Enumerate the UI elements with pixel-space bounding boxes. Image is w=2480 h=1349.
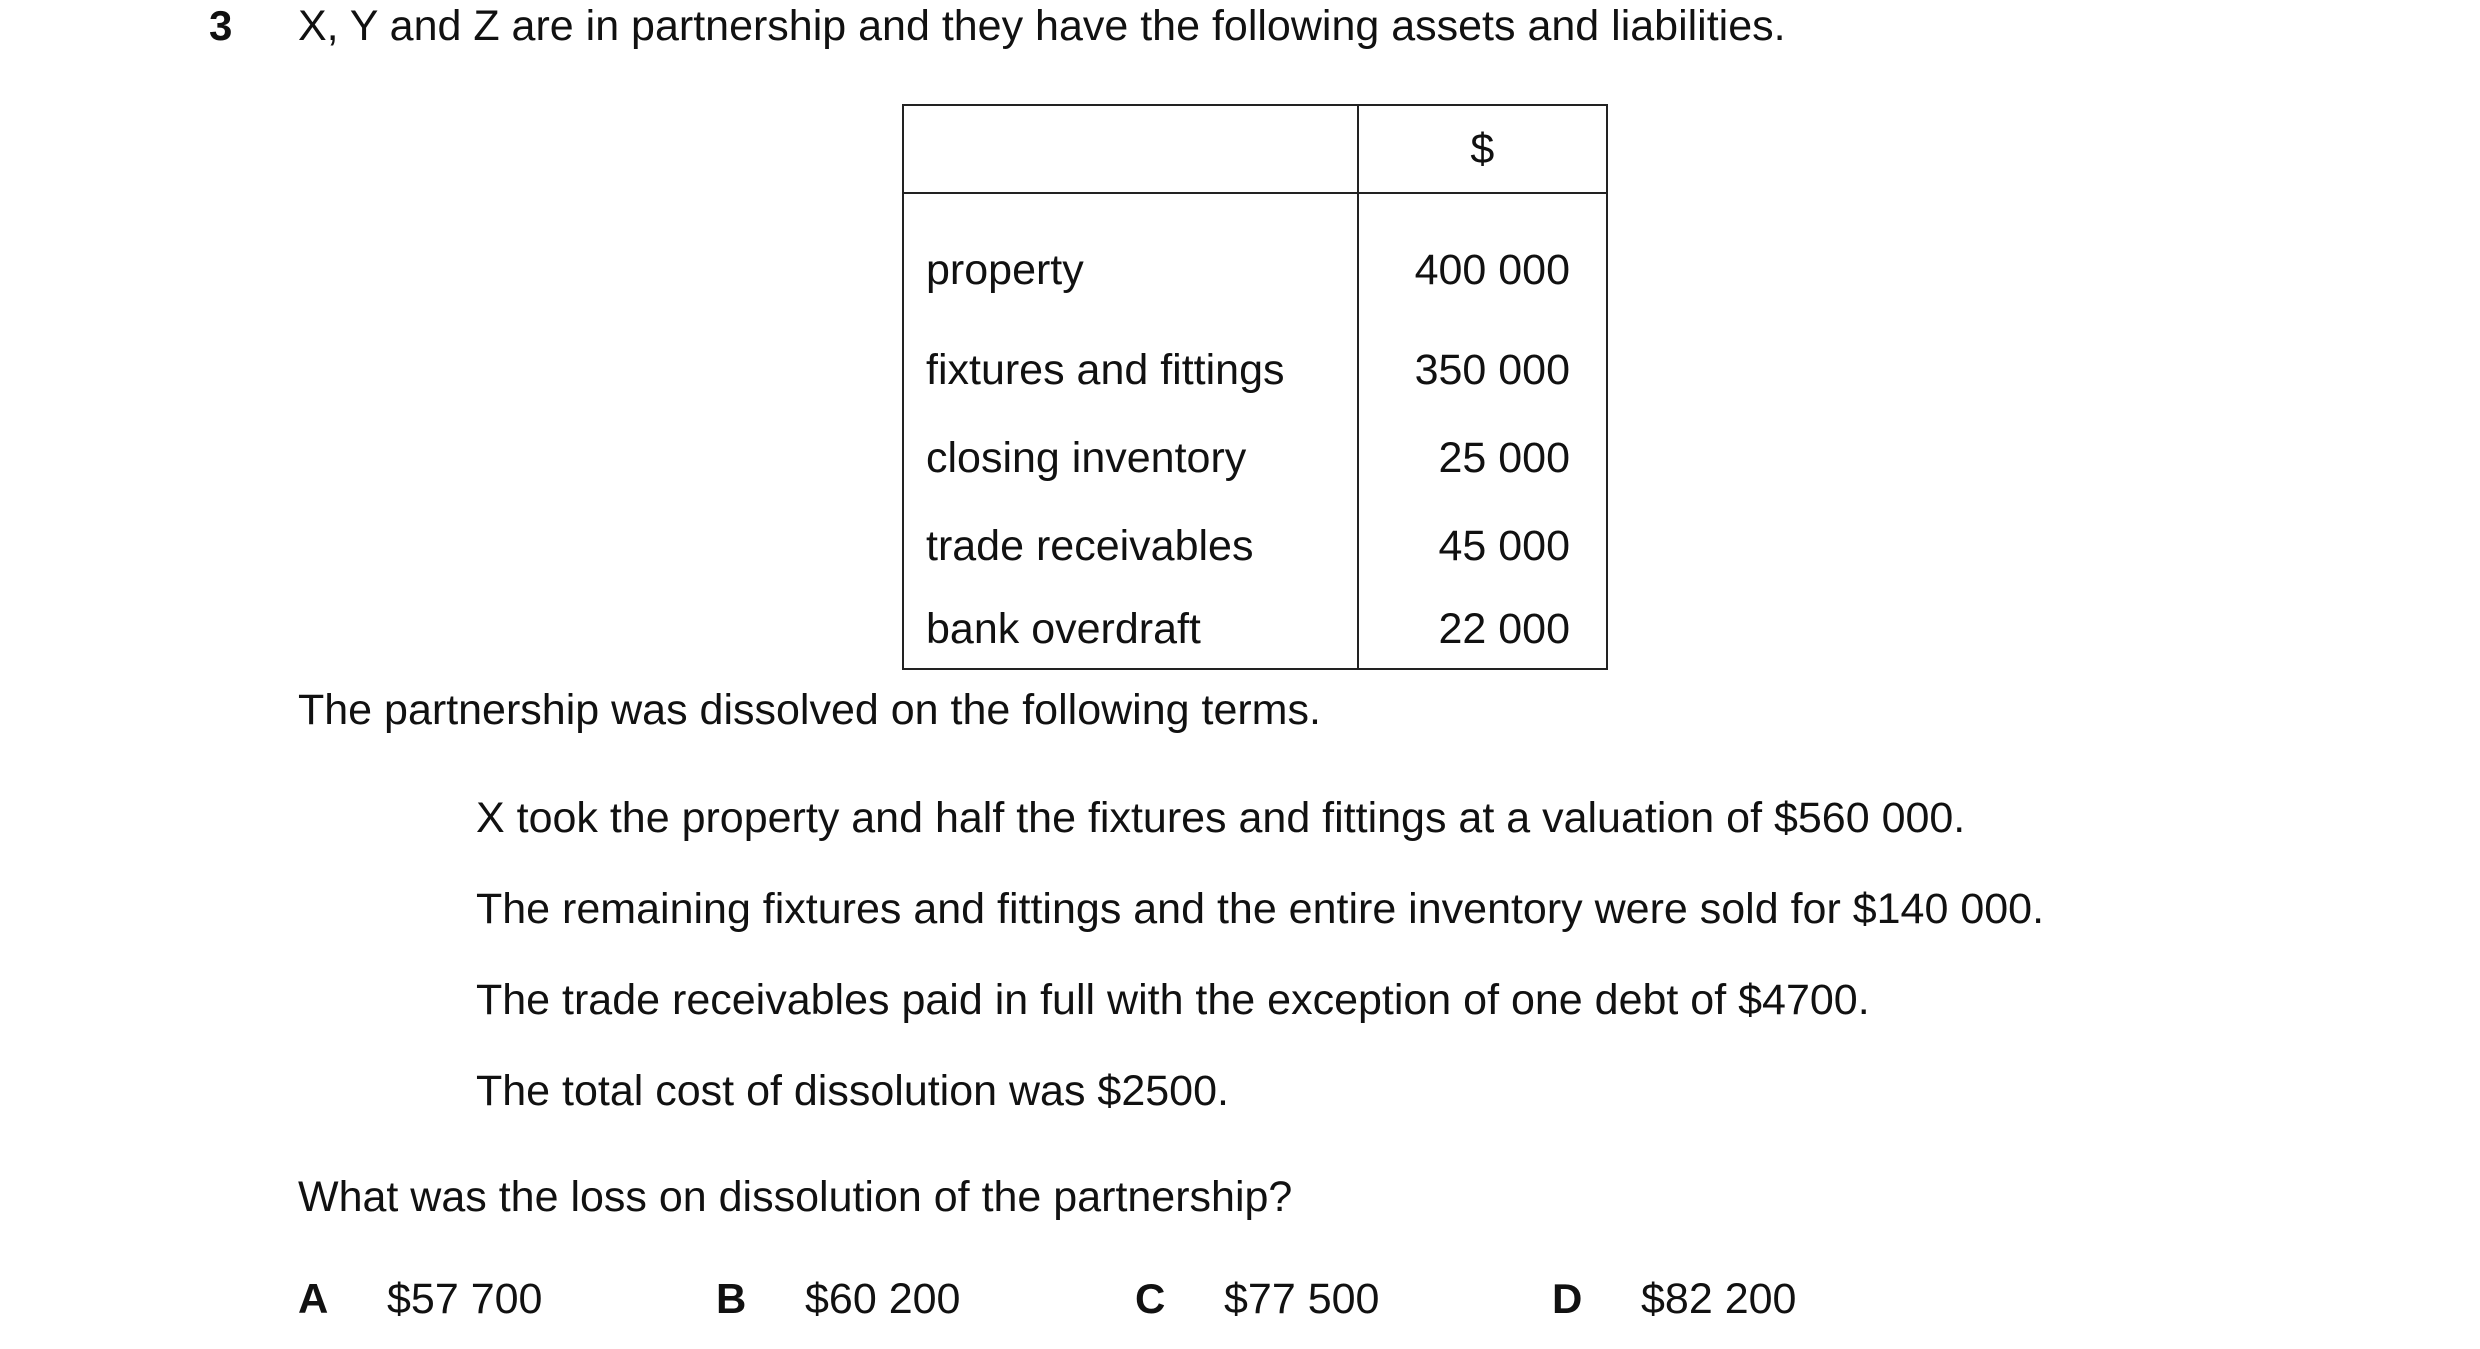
table-header-currency: $ (1358, 105, 1607, 193)
row-amount: 400 000 (1358, 193, 1607, 326)
question-prompt: What was the loss on dissolution of the partnership? (298, 1173, 1293, 1221)
row-amount: 25 000 (1358, 414, 1607, 502)
table-row (903, 414, 1607, 502)
term-item: The remaining fixtures and fittings and the entire inventory were sold for $140 000. (476, 885, 2045, 933)
row-amount: 350 000 (1358, 326, 1607, 414)
row-label: closing inventory (903, 414, 1358, 502)
term-item: The total cost of dissolution was $2500. (476, 1067, 1229, 1115)
table-row (903, 590, 1607, 669)
term-item: X took the property and half the fixtures and fittings at a valuation of $560 000. (476, 794, 1966, 842)
row-label: trade receivables (903, 502, 1358, 590)
option-a-value: $57 700 (387, 1275, 543, 1323)
row-label: property (903, 193, 1358, 326)
question-number: 3 (209, 2, 233, 49)
table-header-label (903, 105, 1358, 193)
row-amount: 22 000 (1358, 590, 1607, 669)
row-label: fixtures and fittings (903, 326, 1358, 414)
option-a-letter: A (298, 1275, 329, 1322)
table-row (903, 193, 1607, 326)
question-stem: X, Y and Z are in partnership and they have the following assets and liabilities. (298, 2, 1786, 50)
option-c-value: $77 500 (1224, 1275, 1380, 1323)
row-amount: 45 000 (1358, 502, 1607, 590)
option-d-value: $82 200 (1641, 1275, 1797, 1323)
option-c-letter: C (1135, 1275, 1166, 1322)
terms-intro: The partnership was dissolved on the following terms. (298, 686, 1321, 734)
option-b-letter: B (716, 1275, 747, 1322)
option-d-letter: D (1552, 1275, 1583, 1322)
assets-liabilities-table (902, 104, 1608, 670)
table-row (903, 326, 1607, 414)
option-b-value: $60 200 (805, 1275, 961, 1323)
term-item: The trade receivables paid in full with the exception of one debt of $4700. (476, 976, 1870, 1024)
table-header-row (903, 105, 1607, 193)
table-row (903, 502, 1607, 590)
row-label: bank overdraft (903, 590, 1358, 669)
